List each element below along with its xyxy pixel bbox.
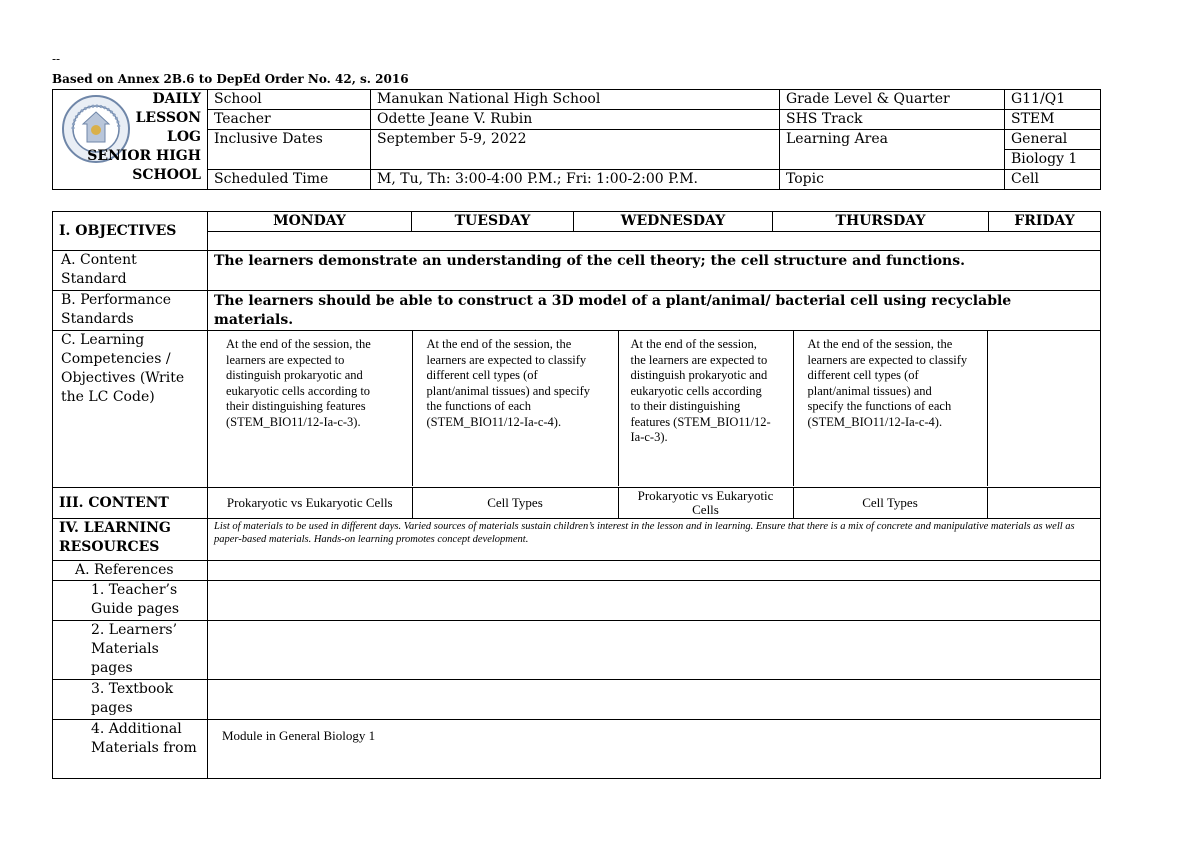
- annex-line: Based on Annex 2B.6 to DepEd Order No. 42, s. 2016: [52, 72, 409, 86]
- resources-note: List of materials to be used in different days. Varied sources of materials sustain children’s interest in the lesson and in learning. Ensure that there is a mix of concrete and manipulative materials as well as paper-based materials. Hands-on learning promotes concept development.: [208, 519, 1101, 561]
- performance-standard-text: The learners should be able to construct a 3D model of a plant/animal/ bacterial cell using recyclable materials.: [208, 291, 1101, 331]
- content-wednesday: Prokaryotic vs Eukaryotic Cells: [618, 488, 793, 518]
- content-heading: III. CONTENT: [53, 488, 208, 519]
- textbook-label: 3. Textbook pages: [53, 680, 208, 720]
- dates-label: Inclusive Dates: [208, 130, 371, 170]
- day-monday: MONDAY: [208, 212, 412, 232]
- content-tuesday: Cell Types: [412, 488, 618, 518]
- grade-value: G11/Q1: [1005, 90, 1101, 110]
- topic-label: Topic: [780, 170, 1005, 190]
- area-value-line1: General: [1005, 130, 1101, 150]
- content-friday: [987, 488, 1101, 518]
- dll-line: DAILY: [152, 91, 201, 107]
- time-value: M, Tu, Th: 3:00-4:00 P.M.; Fri: 1:00-2:00 P.M.: [371, 170, 780, 190]
- additional-materials-label: 4. Additional Materials from: [53, 720, 208, 779]
- content-standard-label: A. Content Standard: [53, 251, 208, 291]
- additional-materials-value: Module in General Biology 1: [208, 720, 1101, 779]
- day-tuesday: TUESDAY: [412, 212, 574, 232]
- header-table: [52, 89, 1101, 190]
- dll-title-block: [53, 90, 208, 190]
- track-label: SHS Track: [780, 110, 1005, 130]
- teachers-guide-label: 1. Teacher’s Guide pages: [53, 581, 208, 621]
- textbook-value: [208, 680, 1101, 720]
- performance-standard-label: B. Performance Standards: [53, 291, 208, 331]
- school-label: School: [208, 90, 371, 110]
- top-marker: --: [52, 52, 61, 66]
- dll-line: SCHOOL: [132, 167, 201, 183]
- dll-line: LESSON: [135, 110, 201, 126]
- dll-line: LOG: [167, 129, 201, 145]
- content-thursday: Cell Types: [793, 488, 987, 518]
- content-standard-text: The learners demonstrate an understanding of the cell theory; the cell structure and functions.: [208, 251, 1101, 291]
- content-subtable: [208, 488, 1101, 518]
- lesson-table: [52, 211, 1101, 779]
- competencies-label: C. Learning Competencies / Objectives (Write the LC Code): [53, 331, 208, 488]
- area-value-line2: Biology 1: [1005, 150, 1101, 170]
- day-wednesday: WEDNESDAY: [574, 212, 773, 232]
- references-value: [208, 561, 1101, 581]
- learners-materials-label: 2. Learners’ Materials pages: [53, 621, 208, 680]
- teacher-value: Odette Jeane V. Rubin: [371, 110, 780, 130]
- objectives-heading: I. OBJECTIVES: [53, 212, 208, 251]
- grade-label: Grade Level & Quarter: [780, 90, 1005, 110]
- competency-friday: [987, 331, 1101, 486]
- dates-value: September 5-9, 2022: [371, 130, 780, 170]
- resources-heading: IV. LEARNING RESOURCES: [53, 519, 208, 561]
- day-friday: FRIDAY: [989, 212, 1101, 232]
- dll-line: SENIOR HIGH: [87, 148, 201, 164]
- content-monday: Prokaryotic vs Eukaryotic Cells: [208, 488, 412, 518]
- competency-thursday: At the end of the session, the learners are expected to classify different cell types (of plant/animal tissues) and specify the functions of each (STEM_BIO11/12-Ia-c-4).: [793, 331, 987, 486]
- area-label: Learning Area: [780, 130, 1005, 170]
- teacher-label: Teacher: [208, 110, 371, 130]
- school-value: Manukan National High School: [371, 90, 780, 110]
- track-value: STEM: [1005, 110, 1101, 130]
- blank-row: [208, 232, 1101, 251]
- learners-materials-value: [208, 621, 1101, 680]
- competency-monday: At the end of the session, the learners are expected to distinguish prokaryotic and eukaryotic cells according to their distinguishing features (STEM_BIO11/12-Ia-c-3).: [208, 331, 412, 486]
- references-label: A. References: [53, 561, 208, 581]
- teachers-guide-value: [208, 581, 1101, 621]
- day-thursday: THURSDAY: [773, 212, 989, 232]
- topic-value: Cell: [1005, 170, 1101, 190]
- competencies-subtable: [208, 331, 1101, 486]
- competency-wednesday: At the end of the session, the learners are expected to distinguish prokaryotic and eukaryotic cells according to their distinguishing features (STEM_BIO11/12-Ia-c-3).: [618, 331, 793, 486]
- time-label: Scheduled Time: [208, 170, 371, 190]
- competency-tuesday: At the end of the session, the learners are expected to classify different cell types (of plant/animal tissues) and specify the functions of each (STEM_BIO11/12-Ia-c-4).: [412, 331, 618, 486]
